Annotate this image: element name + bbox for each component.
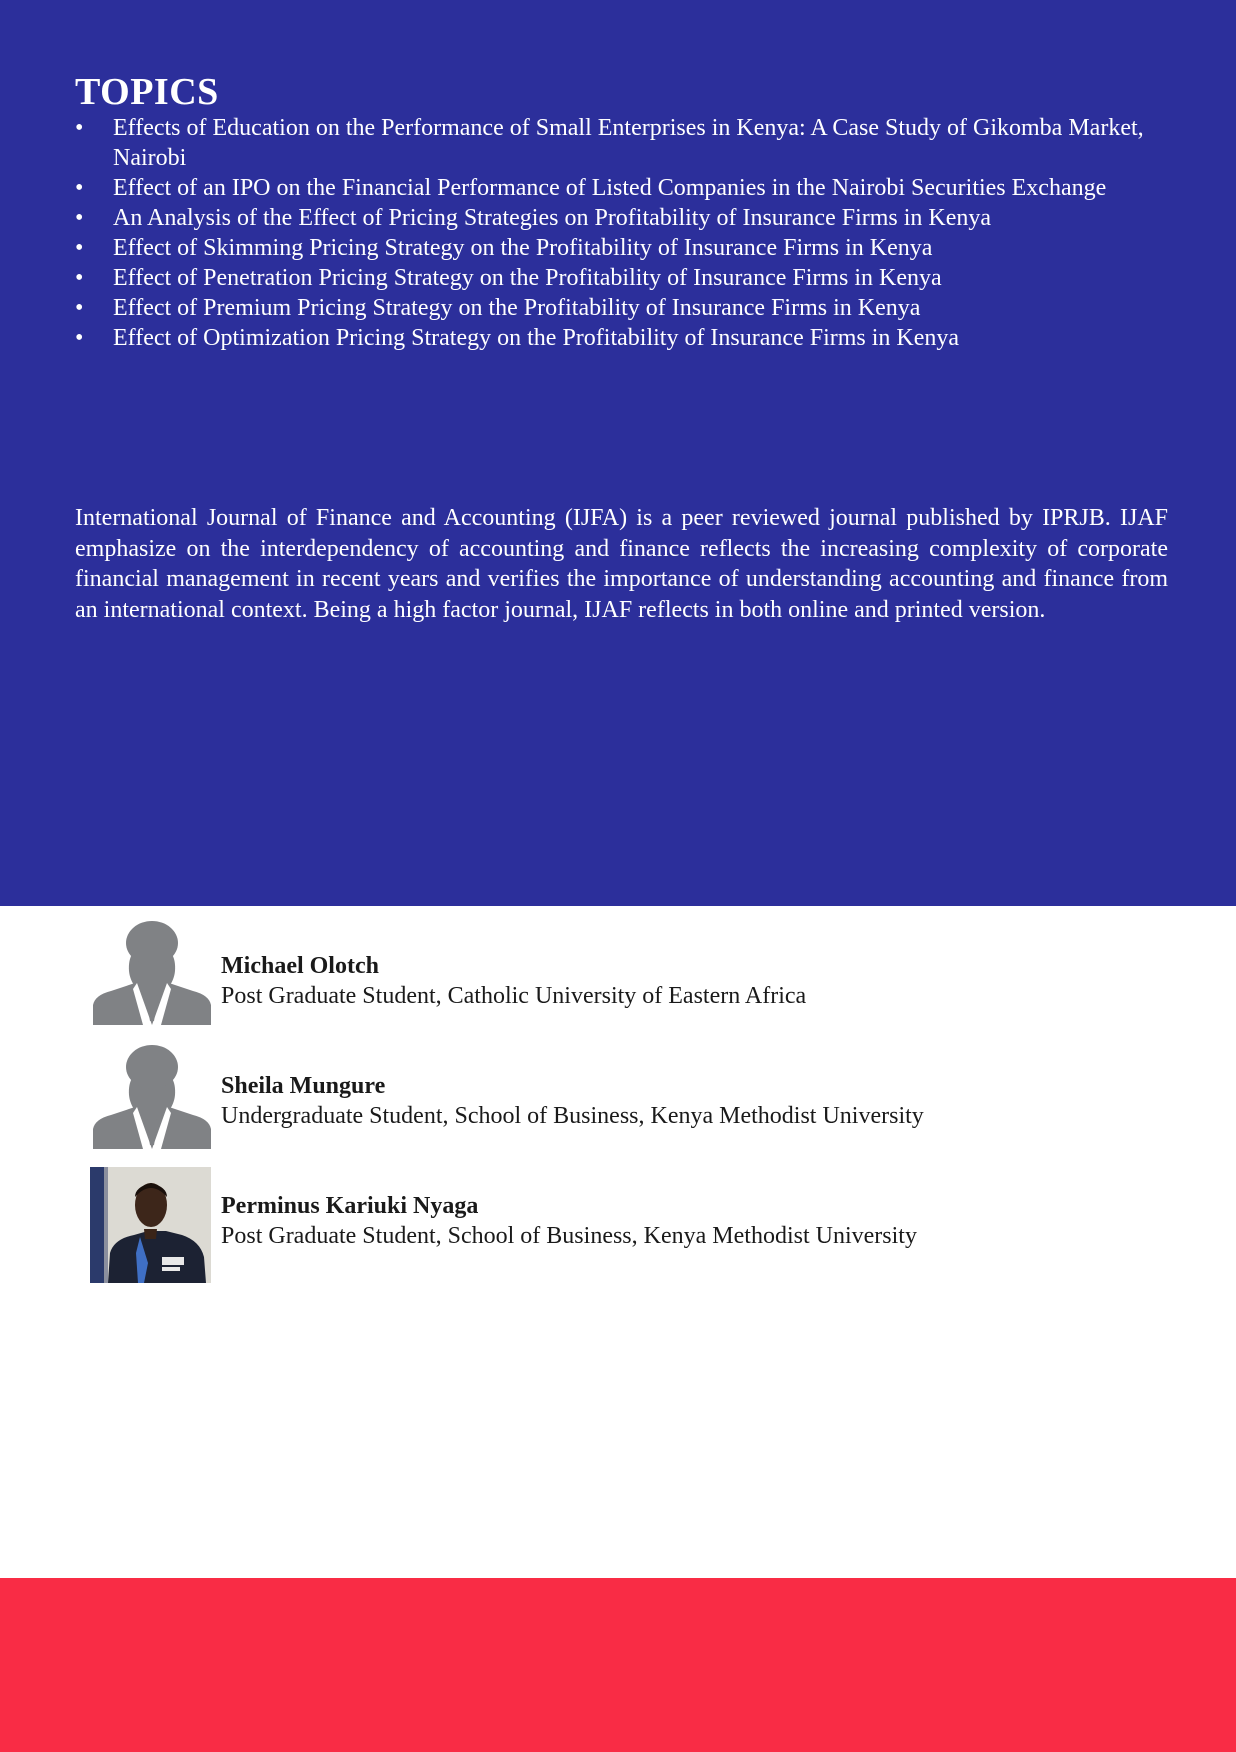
topic-item: • Effect of Penetration Pricing Strategy on the Profitability of Insurance Firms in Kenya: [75, 263, 1170, 293]
author-role: Post Graduate Student, School of Business, Kenya Methodist University: [221, 1223, 917, 1249]
topics-list: [75, 113, 1170, 353]
author-role: Undergraduate Student, School of Business, Kenya Methodist University: [221, 1103, 924, 1129]
journal-description: International Journal of Finance and Accounting (IJFA) is a peer reviewed journal published by IPRJB. IJAF emphasize on the interdependency of accounting and finance reflects the increasing complexity of corporate financial management in recent years and verifies the importance of understanding accounting and finance from an international context. Being a high factor journal, IJAF reflects in both online and printed version.: [75, 505, 1168, 623]
topic-item: • Effect of Premium Pricing Strategy on the Profitability of Insurance Firms in Kenya: [75, 293, 1170, 323]
author-name: Sheila Mungure: [221, 1073, 386, 1099]
topic-item: • Effect of Optimization Pricing Strategy on the Profitability of Insurance Firms in Kenya: [75, 323, 1170, 353]
author-name: Michael Olotch: [221, 953, 379, 979]
topic-item: • Effect of Skimming Pricing Strategy on the Profitability of Insurance Firms in Kenya: [75, 233, 1170, 263]
bottom-band: [0, 1578, 1236, 1752]
topic-item: • Effect of an IPO on the Financial Performance of Listed Companies in the Nairobi Securities Exchange: [75, 173, 1170, 203]
author-entry: [90, 1045, 1090, 1163]
author-name: Perminus Kariuki Nyaga: [221, 1193, 479, 1219]
author-photo: [90, 1167, 211, 1283]
author-role: Post Graduate Student, Catholic University of Eastern Africa: [221, 983, 807, 1009]
topics-heading: TOPICS: [75, 71, 219, 113]
author-entry: [90, 1167, 1090, 1285]
placeholder-avatar-icon: [93, 921, 211, 1025]
author-entry: [90, 921, 1090, 1039]
topic-item: • Effects of Education on the Performance of Small Enterprises in Kenya: A Case Study of Gikomba Market, Nairobi: [75, 113, 1170, 173]
placeholder-avatar-icon: [93, 1045, 211, 1149]
topic-item: • An Analysis of the Effect of Pricing Strategies on Profitability of Insurance Firms in Kenya: [75, 203, 1170, 233]
